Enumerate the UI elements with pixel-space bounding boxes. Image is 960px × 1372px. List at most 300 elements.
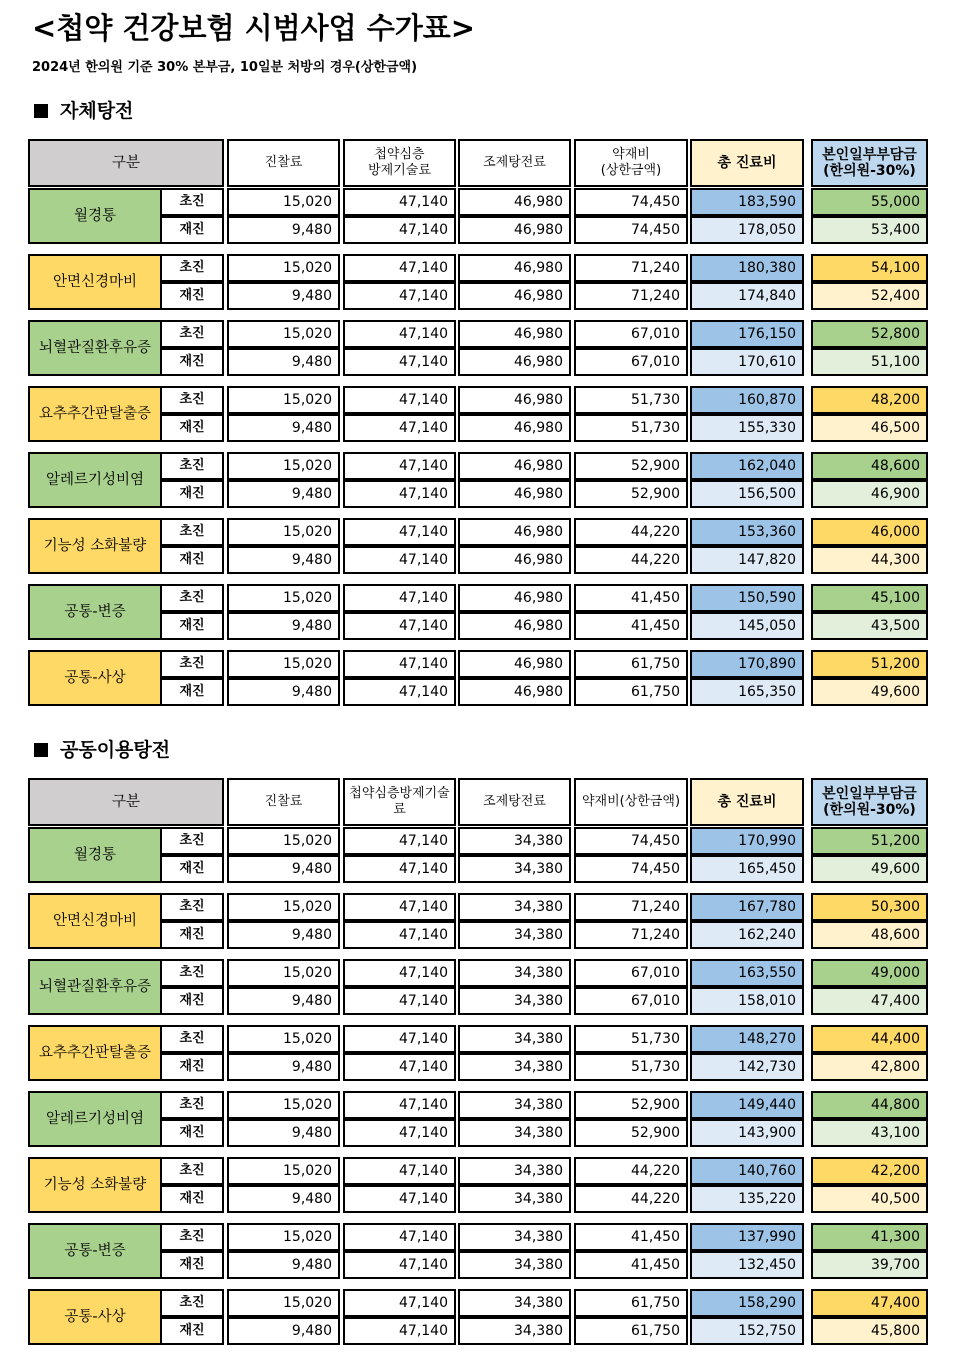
row-name-text: 요추추간판탈출증	[38, 1045, 152, 1061]
cell-total	[690, 1025, 804, 1053]
cell-total-text: 162,240	[738, 927, 796, 943]
cell-jinchal-text: 15,020	[283, 1295, 332, 1311]
visit-type-text: 재진	[179, 618, 205, 633]
cell-tangjeon-text: 46,980	[514, 618, 563, 634]
cell-total-text: 145,050	[738, 618, 796, 634]
cell-total	[690, 414, 804, 442]
cell-share	[811, 959, 928, 987]
visit-type-text: 초진	[179, 326, 205, 341]
cell-total-text: 155,330	[738, 420, 796, 436]
row-name	[28, 650, 162, 706]
cell-jinchal	[227, 1053, 340, 1081]
cell-tangjeon-text: 34,380	[514, 1125, 563, 1141]
visit-type	[160, 1091, 224, 1119]
cell-tangjeon-text: 46,980	[514, 326, 563, 342]
cell-jinchal	[227, 188, 340, 216]
cell-yakjae	[574, 1119, 688, 1147]
visit-type	[160, 1053, 224, 1081]
cell-jinchal-text: 15,020	[283, 899, 332, 915]
cell-share-text: 51,200	[871, 656, 920, 672]
cell-share-text: 44,300	[871, 552, 920, 568]
cell-jinchal-text: 15,020	[283, 524, 332, 540]
cell-share	[811, 1119, 928, 1147]
visit-type-text: 재진	[179, 861, 205, 876]
cell-tangjeon-text: 34,380	[514, 1295, 563, 1311]
cell-bangje	[343, 987, 456, 1015]
cell-yakjae	[574, 1185, 688, 1213]
cell-bangje-text: 47,140	[399, 927, 448, 943]
cell-total	[690, 827, 804, 855]
row-name-text: 공통-사상	[64, 670, 126, 686]
cell-share-text: 49,000	[871, 965, 920, 981]
cell-jinchal	[227, 1317, 340, 1345]
row-name-text: 안면신경마비	[52, 913, 138, 929]
cell-tangjeon	[458, 452, 571, 480]
visit-type	[160, 1025, 224, 1053]
cell-share-text: 51,200	[871, 833, 920, 849]
cell-bangje	[343, 1317, 456, 1345]
cell-yakjae-text: 71,240	[631, 899, 680, 915]
cell-total	[690, 1091, 804, 1119]
cell-yakjae	[574, 518, 688, 546]
visit-type-text: 초진	[179, 833, 205, 848]
cell-total-text: 158,010	[738, 993, 796, 1009]
row-name	[28, 1289, 162, 1345]
cell-tangjeon	[458, 282, 571, 310]
visit-type	[160, 827, 224, 855]
cell-tangjeon-text: 34,380	[514, 861, 563, 877]
cell-yakjae	[574, 1053, 688, 1081]
cell-jinchal-text: 9,480	[291, 1257, 332, 1273]
row-name-text: 공통-변증	[64, 1243, 126, 1259]
cell-bangje	[343, 188, 456, 216]
cell-bangje	[343, 480, 456, 508]
cell-jinchal-text: 9,480	[291, 222, 332, 238]
visit-type-text: 초진	[179, 194, 205, 209]
cell-total	[690, 893, 804, 921]
row-name-text: 요추추간판탈출증	[38, 406, 152, 422]
cell-share	[811, 827, 928, 855]
visit-type-text: 재진	[179, 288, 205, 303]
cell-yakjae-text: 41,450	[631, 1229, 680, 1245]
cell-bangje-text: 47,140	[399, 861, 448, 877]
cell-total	[690, 1289, 804, 1317]
cell-bangje-text: 47,140	[399, 1125, 448, 1141]
cell-total	[690, 216, 804, 244]
row-name	[28, 827, 162, 883]
header-yakjae-text: 약재비(상한금액)	[581, 794, 681, 809]
cell-yakjae-text: 44,220	[631, 524, 680, 540]
cell-jinchal	[227, 678, 340, 706]
cell-bangje	[343, 959, 456, 987]
cell-share	[811, 1317, 928, 1345]
cell-total-text: 183,590	[738, 194, 796, 210]
cell-jinchal-text: 9,480	[291, 1323, 332, 1339]
section-heading-1	[34, 98, 133, 124]
header-tangjeon-text: 조제탕전료	[483, 794, 546, 809]
cell-yakjae-text: 71,240	[631, 927, 680, 943]
visit-type	[160, 612, 224, 640]
cell-tangjeon	[458, 254, 571, 282]
cell-bangje-text: 47,140	[399, 1295, 448, 1311]
cell-jinchal-text: 9,480	[291, 354, 332, 370]
cell-bangje	[343, 1025, 456, 1053]
row-name-text: 알레르기성비염	[45, 1111, 145, 1127]
row-name	[28, 188, 162, 244]
cell-share	[811, 678, 928, 706]
header-total-text: 총 진료비	[717, 155, 777, 171]
cell-tangjeon	[458, 414, 571, 442]
row-name	[28, 386, 162, 442]
cell-share-text: 45,100	[871, 590, 920, 606]
header-yakjae	[574, 778, 688, 826]
cell-yakjae-text: 52,900	[631, 458, 680, 474]
visit-type	[160, 650, 224, 678]
cell-tangjeon	[458, 893, 571, 921]
cell-jinchal	[227, 546, 340, 574]
visit-type	[160, 1223, 224, 1251]
visit-type-text: 초진	[179, 1229, 205, 1244]
header-total-text: 총 진료비	[717, 794, 777, 810]
cell-share	[811, 1053, 928, 1081]
cell-share-text: 44,400	[871, 1031, 920, 1047]
cell-tangjeon	[458, 348, 571, 376]
cell-tangjeon	[458, 1185, 571, 1213]
row-name-text: 뇌혈관질환후유증	[38, 340, 152, 356]
cell-jinchal-text: 9,480	[291, 1125, 332, 1141]
cell-yakjae	[574, 480, 688, 508]
cell-yakjae-text: 67,010	[631, 326, 680, 342]
cell-bangje	[343, 546, 456, 574]
cell-total-text: 148,270	[738, 1031, 796, 1047]
cell-bangje-text: 47,140	[399, 1257, 448, 1273]
cell-tangjeon	[458, 612, 571, 640]
cell-yakjae	[574, 987, 688, 1015]
cell-yakjae-text: 61,750	[631, 656, 680, 672]
header-share-text: 본인일부부담금 (한의원-30%)	[822, 147, 917, 179]
cell-total	[690, 612, 804, 640]
cell-tangjeon-text: 34,380	[514, 1031, 563, 1047]
visit-type-text: 재진	[179, 1191, 205, 1206]
cell-tangjeon	[458, 320, 571, 348]
visit-type-text: 초진	[179, 524, 205, 539]
cell-total	[690, 188, 804, 216]
cell-bangje-text: 47,140	[399, 260, 448, 276]
cell-share	[811, 452, 928, 480]
cell-yakjae-text: 52,900	[631, 486, 680, 502]
row-name-text: 알레르기성비염	[45, 472, 145, 488]
cell-bangje-text: 47,140	[399, 1059, 448, 1075]
cell-yakjae	[574, 386, 688, 414]
cell-tangjeon-text: 46,980	[514, 684, 563, 700]
cell-yakjae	[574, 678, 688, 706]
cell-total	[690, 1157, 804, 1185]
cell-tangjeon-text: 46,980	[514, 552, 563, 568]
cell-share	[811, 386, 928, 414]
cell-total	[690, 386, 804, 414]
row-name	[28, 518, 162, 574]
cell-bangje	[343, 1119, 456, 1147]
cell-share	[811, 1185, 928, 1213]
cell-bangje	[343, 678, 456, 706]
cell-share-text: 54,100	[871, 260, 920, 276]
cell-bangje	[343, 827, 456, 855]
cell-bangje-text: 47,140	[399, 486, 448, 502]
visit-type-text: 초진	[179, 458, 205, 473]
cell-bangje	[343, 893, 456, 921]
cell-yakjae-text: 67,010	[631, 965, 680, 981]
cell-tangjeon	[458, 546, 571, 574]
cell-total	[690, 320, 804, 348]
cell-tangjeon	[458, 959, 571, 987]
visit-type	[160, 414, 224, 442]
header-gubun	[28, 778, 224, 826]
cell-share-text: 48,600	[871, 458, 920, 474]
cell-jinchal-text: 15,020	[283, 1229, 332, 1245]
cell-bangje	[343, 386, 456, 414]
cell-share	[811, 546, 928, 574]
cell-yakjae-text: 41,450	[631, 618, 680, 634]
cell-tangjeon-text: 46,980	[514, 486, 563, 502]
visit-type-text: 초진	[179, 1295, 205, 1310]
cell-jinchal-text: 9,480	[291, 993, 332, 1009]
cell-tangjeon-text: 46,980	[514, 392, 563, 408]
cell-total	[690, 254, 804, 282]
cell-share	[811, 921, 928, 949]
cell-bangje	[343, 650, 456, 678]
cell-tangjeon	[458, 1119, 571, 1147]
cell-yakjae	[574, 546, 688, 574]
cell-jinchal	[227, 1157, 340, 1185]
visit-type-text: 초진	[179, 1097, 205, 1112]
cell-tangjeon	[458, 1053, 571, 1081]
cell-bangje	[343, 320, 456, 348]
cell-share-text: 47,400	[871, 993, 920, 1009]
cell-tangjeon-text: 34,380	[514, 1229, 563, 1245]
cell-total-text: 132,450	[738, 1257, 796, 1273]
section-heading-label: 공동이용탕전	[60, 739, 171, 761]
visit-type	[160, 959, 224, 987]
cell-tangjeon-text: 34,380	[514, 927, 563, 943]
cell-share-text: 52,400	[871, 288, 920, 304]
cell-yakjae-text: 41,450	[631, 1257, 680, 1273]
row-name	[28, 320, 162, 376]
cell-jinchal	[227, 1251, 340, 1279]
cell-total-text: 153,360	[738, 524, 796, 540]
cell-jinchal	[227, 452, 340, 480]
header-yakjae	[574, 139, 688, 187]
cell-share	[811, 612, 928, 640]
cell-jinchal	[227, 254, 340, 282]
cell-tangjeon-text: 46,980	[514, 420, 563, 436]
cell-bangje	[343, 348, 456, 376]
cell-jinchal	[227, 987, 340, 1015]
cell-share	[811, 893, 928, 921]
cell-total-text: 180,380	[738, 260, 796, 276]
cell-yakjae-text: 52,900	[631, 1125, 680, 1141]
cell-share	[811, 650, 928, 678]
cell-jinchal-text: 9,480	[291, 684, 332, 700]
cell-tangjeon-text: 46,980	[514, 222, 563, 238]
cell-share-text: 48,200	[871, 392, 920, 408]
cell-bangje	[343, 254, 456, 282]
visit-type-text: 재진	[179, 684, 205, 699]
cell-jinchal	[227, 612, 340, 640]
cell-yakjae	[574, 959, 688, 987]
cell-tangjeon-text: 34,380	[514, 1191, 563, 1207]
cell-share-text: 48,600	[871, 927, 920, 943]
cell-yakjae	[574, 1091, 688, 1119]
cell-yakjae-text: 44,220	[631, 1191, 680, 1207]
cell-jinchal	[227, 921, 340, 949]
cell-share	[811, 987, 928, 1015]
cell-share	[811, 320, 928, 348]
cell-yakjae	[574, 320, 688, 348]
cell-bangje-text: 47,140	[399, 656, 448, 672]
cell-total-text: 140,760	[738, 1163, 796, 1179]
cell-share	[811, 584, 928, 612]
cell-yakjae	[574, 612, 688, 640]
cell-bangje-text: 47,140	[399, 458, 448, 474]
cell-share-text: 55,000	[871, 194, 920, 210]
cell-total-text: 165,450	[738, 861, 796, 877]
visit-type	[160, 518, 224, 546]
row-name-text: 월경통	[73, 208, 117, 224]
cell-bangje-text: 47,140	[399, 684, 448, 700]
cell-jinchal-text: 9,480	[291, 420, 332, 436]
cell-bangje-text: 47,140	[399, 524, 448, 540]
visit-type	[160, 320, 224, 348]
cell-tangjeon	[458, 650, 571, 678]
cell-share	[811, 216, 928, 244]
row-name	[28, 254, 162, 310]
cell-yakjae	[574, 348, 688, 376]
cell-yakjae-text: 61,750	[631, 684, 680, 700]
cell-jinchal	[227, 480, 340, 508]
section-heading-2	[34, 737, 170, 763]
cell-yakjae-text: 52,900	[631, 1097, 680, 1113]
cell-jinchal	[227, 320, 340, 348]
header-tangjeon	[458, 139, 571, 187]
cell-share-text: 52,800	[871, 326, 920, 342]
visit-type-text: 초진	[179, 1031, 205, 1046]
square-bullet-icon	[34, 743, 48, 757]
cell-yakjae	[574, 216, 688, 244]
row-name	[28, 1091, 162, 1147]
cell-bangje-text: 47,140	[399, 993, 448, 1009]
header-bangje-text: 첩약심층 방제기술료	[368, 147, 431, 178]
header-bangje	[343, 139, 456, 187]
cell-jinchal	[227, 855, 340, 883]
cell-yakjae	[574, 414, 688, 442]
visit-type-text: 초진	[179, 1163, 205, 1178]
cell-yakjae	[574, 1251, 688, 1279]
cell-tangjeon	[458, 827, 571, 855]
cell-total-text: 150,590	[738, 590, 796, 606]
visit-type-text: 재진	[179, 222, 205, 237]
cell-tangjeon-text: 34,380	[514, 1097, 563, 1113]
cell-jinchal-text: 15,020	[283, 260, 332, 276]
visit-type	[160, 893, 224, 921]
row-name-text: 안면신경마비	[52, 274, 138, 290]
cell-jinchal	[227, 1025, 340, 1053]
cell-yakjae-text: 51,730	[631, 1031, 680, 1047]
cell-jinchal-text: 15,020	[283, 965, 332, 981]
cell-jinchal-text: 15,020	[283, 392, 332, 408]
cell-jinchal-text: 15,020	[283, 194, 332, 210]
cell-tangjeon-text: 34,380	[514, 1323, 563, 1339]
cell-share-text: 49,600	[871, 684, 920, 700]
cell-total-text: 160,870	[738, 392, 796, 408]
header-total	[690, 778, 804, 826]
cell-yakjae	[574, 1317, 688, 1345]
cell-bangje	[343, 584, 456, 612]
cell-tangjeon-text: 46,980	[514, 458, 563, 474]
visit-type	[160, 1289, 224, 1317]
visit-type-text: 재진	[179, 552, 205, 567]
visit-type	[160, 480, 224, 508]
section-heading-label: 자체탕전	[60, 100, 134, 122]
cell-total-text: 170,610	[738, 354, 796, 370]
cell-total-text: 143,900	[738, 1125, 796, 1141]
cell-total	[690, 987, 804, 1015]
cell-jinchal-text: 9,480	[291, 552, 332, 568]
cell-jinchal-text: 9,480	[291, 486, 332, 502]
cell-tangjeon-text: 34,380	[514, 833, 563, 849]
cell-total	[690, 1119, 804, 1147]
cell-share	[811, 1251, 928, 1279]
cell-yakjae-text: 74,450	[631, 222, 680, 238]
cell-yakjae	[574, 893, 688, 921]
visit-type-text: 재진	[179, 1323, 205, 1338]
cell-yakjae	[574, 1157, 688, 1185]
cell-total-text: 137,990	[738, 1229, 796, 1245]
cell-bangje-text: 47,140	[399, 1031, 448, 1047]
cell-total	[690, 678, 804, 706]
header-tangjeon	[458, 778, 571, 826]
cell-bangje-text: 47,140	[399, 222, 448, 238]
cell-tangjeon-text: 46,980	[514, 354, 563, 370]
cell-jinchal	[227, 386, 340, 414]
cell-yakjae	[574, 282, 688, 310]
visit-type	[160, 1119, 224, 1147]
cell-yakjae-text: 67,010	[631, 354, 680, 370]
cell-yakjae-text: 51,730	[631, 392, 680, 408]
cell-total-text: 156,500	[738, 486, 796, 502]
cell-total-text: 167,780	[738, 899, 796, 915]
cell-share	[811, 188, 928, 216]
visit-type	[160, 987, 224, 1015]
row-name-text: 뇌혈관질환후유증	[38, 979, 152, 995]
visit-type	[160, 348, 224, 376]
cell-jinchal	[227, 414, 340, 442]
cell-bangje-text: 47,140	[399, 1163, 448, 1179]
visit-type-text: 재진	[179, 354, 205, 369]
visit-type-text: 재진	[179, 1059, 205, 1074]
cell-tangjeon	[458, 1251, 571, 1279]
cell-yakjae-text: 44,220	[631, 1163, 680, 1179]
cell-yakjae-text: 74,450	[631, 194, 680, 210]
cell-tangjeon	[458, 855, 571, 883]
header-yakjae-text: 약재비 (상한금액)	[600, 147, 662, 178]
cell-total	[690, 1185, 804, 1213]
cell-jinchal	[227, 1289, 340, 1317]
cell-share-text: 47,400	[871, 1295, 920, 1311]
visit-type	[160, 921, 224, 949]
cell-total-text: 158,290	[738, 1295, 796, 1311]
page-subtitle: 2024년 한의원 기준 30% 본부금, 10일분 처방의 경우(상한금액)	[32, 60, 418, 75]
cell-jinchal	[227, 1091, 340, 1119]
